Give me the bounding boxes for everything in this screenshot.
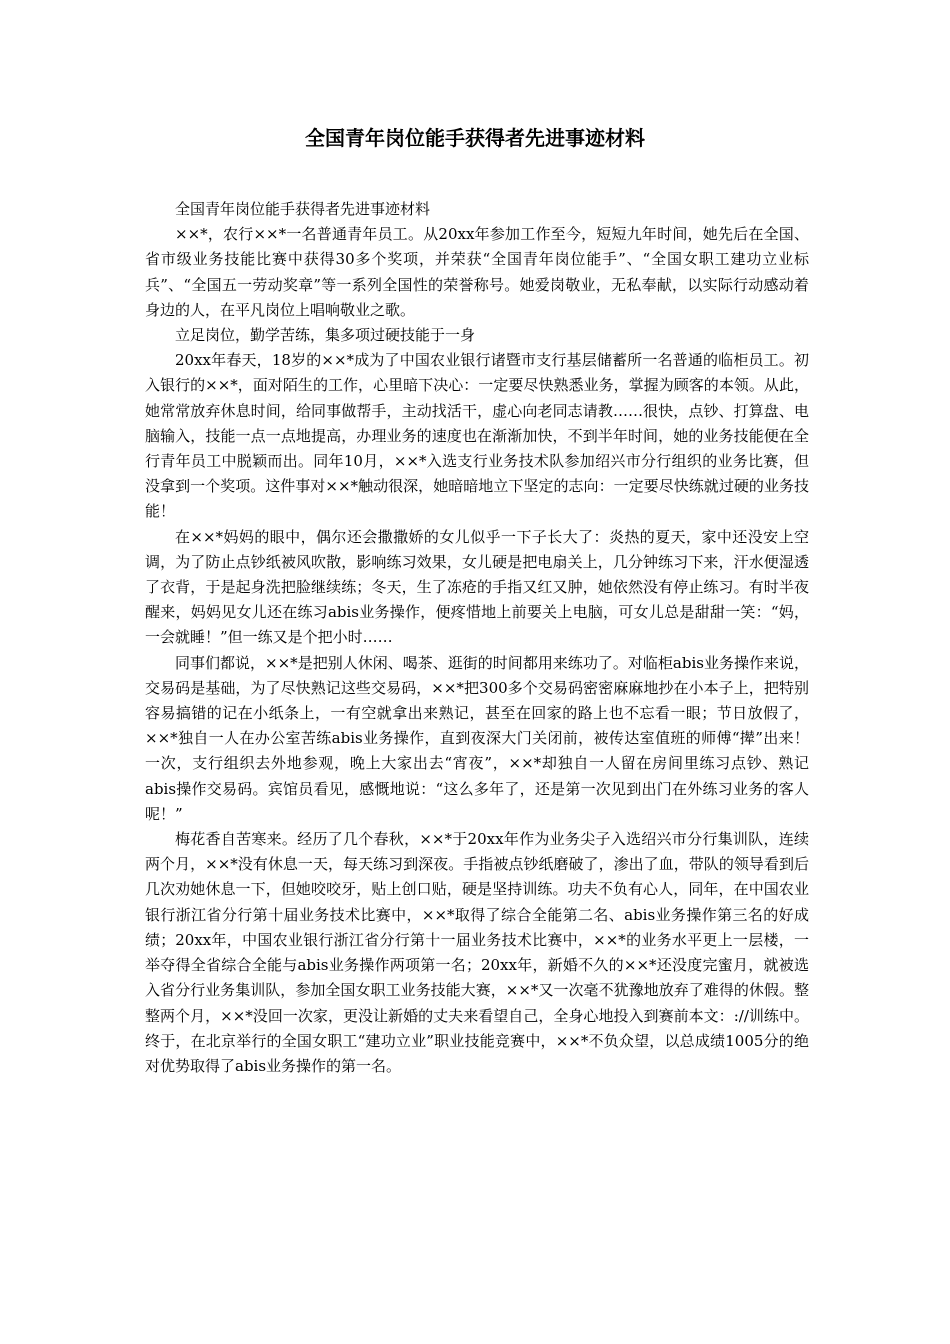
document-title: 全国青年岗位能手获得者先进事迹材料: [305, 126, 645, 150]
paragraph: 梅花香自苦寒来。经历了几个春秋，××*于20xx年作为业务尖子入选绍兴市分行集训队，连续两个月，××*没有休息一天，每天练习到深夜。手指被点钞纸磨破了，渗出了血，带队的领导看到后几次劝她休息一下，但她咬咬牙，贴上创口贴，硬是坚持训练。功夫不负有心人，同年，在中国农业银行浙江省分行第十届业务技术比赛中，××*取得了综合全能第二名、abis业务操作第三名的好成绩；20xx年，中国农业银行浙江省分行第十一届业务技术比赛中，××*的业务水平更上一层楼，一举夺得全省综合全能与abis业务操作两项第一名；20xx年，新婚不久的××*还没度完蜜月，就被选入省分行业务集训队，参加全国女职工业务技能大赛，××*又一次毫不犹豫地放弃了难得的休假。整整两个月，××*没回一次家，更没让新婚的丈夫来看望自己，全身心地投入到赛前本文：://训练中。终于，在北京举行的全国女职工“建功立业”职业技能竞赛中，××*不负众望，以总成绩1005分的绝对优势取得了abis业务操作的第一名。: [145, 830, 809, 1075]
document-body: [145, 197, 809, 1079]
paragraph-subtitle: 全国青年岗位能手获得者先进事迹材料: [175, 200, 431, 218]
section-heading: 立足岗位，勤学苦练，集多项过硬技能于一身: [175, 326, 476, 345]
paragraph: 20xx年春天，18岁的××*成为了中国农业银行诸暨市支行基层储蓄所一名普通的临柜员工。初入银行的××*，面对陌生的工作，心里暗下决心：一定要尽快熟悉业务，掌握为顾客的本领。从此，她常常放弃休息时间，给同事做帮手，主动找活干，虚心向老同志请教……很快，点钞、打算盘、电脑输入，技能一点一点地提高，办理业务的速度也在渐渐加快，不到半年时间，她的业务技能便在全行青年员工中脱颖而出。同年10月，××*入选支行业务技术队参加绍兴市分行组织的业务比赛，但没拿到一个奖项。这件事对××*触动很深，她暗暗地立下坚定的志向：一定要尽快练就过硬的业务技能！: [145, 351, 809, 521]
paragraph: 在××*妈妈的眼中，偶尔还会撒撒娇的女儿似乎一下子长大了：炎热的夏天，家中还没安上空调，为了防止点钞纸被风吹散，影响练习效果，女儿硬是把电扇关上，几分钟练习下来，汗水便湿透了衣背，于是起身洗把脸继续练；冬天，生了冻疮的手指又红又肿，她依然没有停止练习。有时半夜醒来，妈妈见女儿还在练习abis业务操作，便疼惜地上前要关上电脑，可女儿总是甜甜一笑：“妈，一会就睡！”但一练又是个把小时……: [145, 527, 809, 647]
paragraph: 同事们都说，××*是把别人休闲、喝茶、逛街的时间都用来练功了。对临柜abis业务操作来说，交易码是基础，为了尽快熟记这些交易码，××*把300多个交易码密密麻麻地抄在小本子上，把特别容易搞错的记在小纸条上，一有空就拿出来熟记，甚至在回家的路上也不忘看一眼；节日放假了，××*独自一人在办公室苦练abis业务操作，直到夜深大门关闭前，被传达室值班的师傅“撵”出来！一次，支行组织去外地参观，晚上大家出去“宵夜”，××*却独自一人留在房间里练习点钞、熟记abis操作交易码。宾馆员看见，感慨地说：“这么多年了，还是第一次见到出门在外练习业务的客人呢！”: [145, 653, 809, 823]
paragraph-intro: ××*，农行××*一名普通青年员工。从20xx年参加工作至今，短短九年时间，她先后在全国、省市级业务技能比赛中获得30多个奖项，并荣获“全国青年岗位能手”、“全国女职工建功立业标兵”、“全国五一劳动奖章”等一系列全国性的荣誉称号。她爱岗敬业，无私奉献，以实际行动感动着身边的人，在平凡岗位上唱响敬业之歌。: [145, 225, 809, 319]
